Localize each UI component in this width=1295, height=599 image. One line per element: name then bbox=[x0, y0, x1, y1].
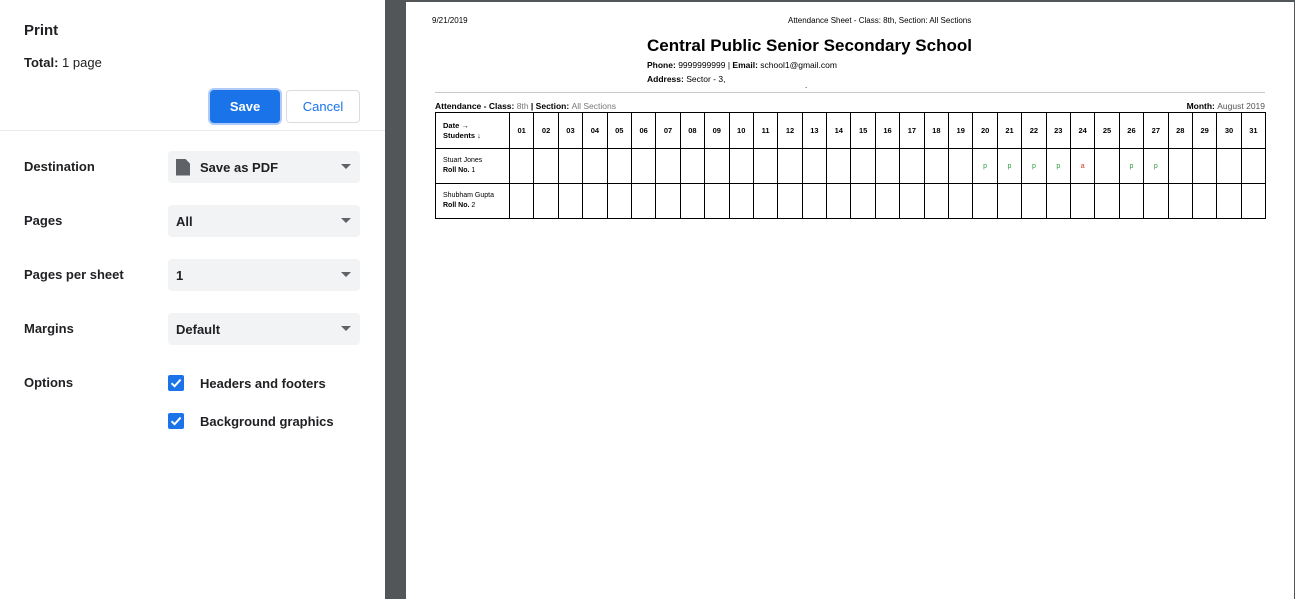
student-cell bbox=[436, 149, 510, 184]
attendance-cell: p bbox=[1144, 149, 1168, 184]
attendance-cell bbox=[534, 149, 558, 184]
day-header: 06 bbox=[631, 113, 655, 149]
attendance-cell bbox=[631, 149, 655, 184]
month-label: Month: bbox=[1186, 101, 1215, 111]
cancel-button[interactable]: Cancel bbox=[286, 90, 360, 123]
address-dot: . bbox=[805, 81, 808, 90]
total-label: Total: bbox=[24, 55, 59, 70]
attendance-cell: p bbox=[973, 149, 997, 184]
destination-label: Destination bbox=[24, 159, 95, 174]
options-label: Options bbox=[24, 375, 74, 390]
attendance-cell bbox=[802, 184, 826, 219]
attendance-cell bbox=[1192, 149, 1216, 184]
attendance-cell bbox=[656, 149, 680, 184]
month-value: August 2019 bbox=[1217, 101, 1265, 111]
school-name: Central Public Senior Secondary School bbox=[647, 36, 972, 55]
attendance-cell bbox=[705, 149, 729, 184]
background-graphics-label[interactable]: Background graphics bbox=[200, 414, 334, 429]
attendance-cell bbox=[1241, 149, 1265, 184]
day-header: 25 bbox=[1095, 113, 1119, 149]
day-header: 11 bbox=[753, 113, 777, 149]
margins-value: Default bbox=[176, 321, 221, 337]
attendance-cell bbox=[851, 184, 875, 219]
attendance-cell bbox=[534, 184, 558, 219]
attendance-cell bbox=[1192, 184, 1216, 219]
table-row bbox=[436, 149, 1266, 184]
day-header: 23 bbox=[1046, 113, 1070, 149]
header-title: Attendance Sheet - Class: 8th, Section: All Sections bbox=[788, 16, 972, 25]
attendance-cell bbox=[875, 184, 899, 219]
attendance-cell bbox=[1046, 184, 1070, 219]
attendance-cell bbox=[778, 184, 802, 219]
student-name: Stuart Jones bbox=[443, 157, 483, 164]
attendance-cell bbox=[827, 184, 851, 219]
print-settings-panel bbox=[0, 0, 385, 599]
dropdown-arrow-icon bbox=[341, 326, 351, 331]
attendance-cell bbox=[1144, 184, 1168, 219]
headers-footers-label[interactable]: Headers and footers bbox=[200, 376, 326, 391]
roll-value: 1 bbox=[471, 167, 476, 174]
pages-value: All bbox=[176, 213, 193, 229]
attendance-cell bbox=[1095, 149, 1119, 184]
roll-value: 2 bbox=[471, 202, 476, 209]
address-value: Sector - 3, bbox=[686, 74, 726, 84]
phone-value: 9999999999 bbox=[678, 60, 726, 70]
attendance-cell: p bbox=[1119, 149, 1143, 184]
pages-select[interactable] bbox=[168, 205, 360, 237]
preview-page bbox=[406, 2, 1294, 599]
pages-per-sheet-value: 1 bbox=[176, 267, 184, 283]
table-row bbox=[436, 184, 1266, 219]
attendance-cell bbox=[1119, 184, 1143, 219]
attendance-cell: a bbox=[1070, 149, 1094, 184]
attendance-cell bbox=[973, 184, 997, 219]
day-header: 30 bbox=[1217, 113, 1241, 149]
checkmark-icon bbox=[169, 414, 183, 428]
attendance-cell bbox=[607, 184, 631, 219]
day-header: 14 bbox=[827, 113, 851, 149]
day-header: 03 bbox=[558, 113, 582, 149]
roll-label: Roll No. bbox=[443, 167, 470, 174]
pages-per-sheet-label: Pages per sheet bbox=[24, 267, 124, 282]
checkmark-icon bbox=[169, 376, 183, 390]
attendance-cell bbox=[1070, 184, 1094, 219]
attendance-cell bbox=[1217, 184, 1241, 219]
header-date: 9/21/2019 bbox=[432, 16, 468, 25]
margins-select[interactable] bbox=[168, 313, 360, 345]
attendance-cell: p bbox=[1022, 149, 1046, 184]
divider bbox=[0, 130, 385, 131]
attendance-cell bbox=[1022, 184, 1046, 219]
contact-line: Phone: 9999999999 | Email: school1@gmail.com bbox=[647, 60, 837, 70]
day-header: 26 bbox=[1119, 113, 1143, 149]
address-label: Address: bbox=[647, 74, 684, 84]
attendance-cell bbox=[900, 149, 924, 184]
attendance-cell bbox=[827, 149, 851, 184]
student-cell bbox=[436, 184, 510, 219]
attendance-cell bbox=[1241, 184, 1265, 219]
destination-select[interactable] bbox=[168, 151, 360, 183]
background-graphics-checkbox[interactable] bbox=[168, 413, 184, 429]
attendance-cell bbox=[875, 149, 899, 184]
dropdown-arrow-icon bbox=[341, 164, 351, 169]
corner-students: Students ↓ bbox=[443, 130, 481, 140]
corner-header bbox=[436, 113, 510, 149]
attendance-cell bbox=[1095, 184, 1119, 219]
attendance-cell bbox=[924, 184, 948, 219]
attendance-cell bbox=[778, 149, 802, 184]
header-divider bbox=[435, 92, 1265, 93]
attendance-cell bbox=[705, 184, 729, 219]
day-header: 27 bbox=[1144, 113, 1168, 149]
pages-label: Pages bbox=[24, 213, 63, 228]
attendance-cell bbox=[631, 184, 655, 219]
day-header: 17 bbox=[900, 113, 924, 149]
attendance-cell bbox=[680, 184, 704, 219]
attendance-cell bbox=[1168, 149, 1192, 184]
day-header: 22 bbox=[1022, 113, 1046, 149]
destination-value: Save as PDF bbox=[200, 159, 279, 175]
headers-footers-checkbox[interactable] bbox=[168, 375, 184, 391]
attendance-cell: p bbox=[1046, 149, 1070, 184]
attendance-cell bbox=[900, 184, 924, 219]
attendance-cell bbox=[924, 149, 948, 184]
day-header: 28 bbox=[1168, 113, 1192, 149]
dropdown-arrow-icon bbox=[341, 218, 351, 223]
attendance-cell bbox=[949, 184, 973, 219]
corner-date: Date → bbox=[443, 120, 469, 130]
print-title: Print bbox=[24, 22, 59, 39]
day-header: 16 bbox=[875, 113, 899, 149]
document-icon bbox=[176, 159, 190, 176]
attendance-cell bbox=[583, 184, 607, 219]
section-value: All Sections bbox=[571, 101, 616, 111]
attendance-cell bbox=[729, 149, 753, 184]
attendance-cell bbox=[558, 184, 582, 219]
day-header: 01 bbox=[510, 113, 534, 149]
day-header: 05 bbox=[607, 113, 631, 149]
email-label: Email: bbox=[732, 60, 758, 70]
attendance-cell bbox=[802, 149, 826, 184]
day-header: 18 bbox=[924, 113, 948, 149]
attendance-table bbox=[435, 112, 1266, 219]
attendance-cell bbox=[1168, 184, 1192, 219]
attendance-cell bbox=[729, 184, 753, 219]
day-header: 24 bbox=[1070, 113, 1094, 149]
table-body bbox=[436, 149, 1266, 219]
attendance-cell bbox=[680, 149, 704, 184]
table-header-row bbox=[436, 113, 1266, 149]
day-header: 10 bbox=[729, 113, 753, 149]
attendance-cell bbox=[510, 184, 534, 219]
day-header: 19 bbox=[949, 113, 973, 149]
attendance-meta: Attendance - Class: 8th | Section: All Sections bbox=[435, 101, 616, 111]
attendance-cell bbox=[583, 149, 607, 184]
day-header: 08 bbox=[680, 113, 704, 149]
dropdown-arrow-icon bbox=[341, 272, 351, 277]
pages-per-sheet-select[interactable] bbox=[168, 259, 360, 291]
month-meta bbox=[1187, 101, 1265, 111]
day-header: 12 bbox=[778, 113, 802, 149]
email-value: school1@gmail.com bbox=[760, 60, 837, 70]
class-value: 8th bbox=[516, 101, 529, 111]
roll-label: Roll No. bbox=[443, 202, 470, 209]
day-header: 07 bbox=[656, 113, 680, 149]
attendance-cell bbox=[753, 184, 777, 219]
day-header: 21 bbox=[997, 113, 1021, 149]
attendance-label: Attendance - Class: bbox=[435, 101, 515, 111]
day-header: 29 bbox=[1192, 113, 1216, 149]
day-header: 31 bbox=[1241, 113, 1265, 149]
attendance-cell bbox=[851, 149, 875, 184]
day-header: 15 bbox=[851, 113, 875, 149]
save-button[interactable]: Save bbox=[210, 90, 280, 123]
address-line bbox=[647, 74, 725, 84]
attendance-cell bbox=[949, 149, 973, 184]
total-value: 1 page bbox=[62, 55, 102, 70]
student-name: Shubham Gupta bbox=[443, 192, 494, 199]
attendance-cell bbox=[510, 149, 534, 184]
attendance-cell bbox=[1217, 149, 1241, 184]
day-header: 13 bbox=[802, 113, 826, 149]
attendance-cell: p bbox=[997, 149, 1021, 184]
attendance-cell bbox=[656, 184, 680, 219]
phone-label: Phone: bbox=[647, 60, 676, 70]
attendance-cell bbox=[753, 149, 777, 184]
attendance-cell bbox=[607, 149, 631, 184]
day-header: 09 bbox=[705, 113, 729, 149]
section-label: Section: bbox=[535, 101, 570, 111]
attendance-cell bbox=[558, 149, 582, 184]
attendance-cell bbox=[997, 184, 1021, 219]
total-pages bbox=[24, 55, 102, 70]
margins-label: Margins bbox=[24, 321, 74, 336]
day-header: 02 bbox=[534, 113, 558, 149]
day-header: 04 bbox=[583, 113, 607, 149]
day-header: 20 bbox=[973, 113, 997, 149]
